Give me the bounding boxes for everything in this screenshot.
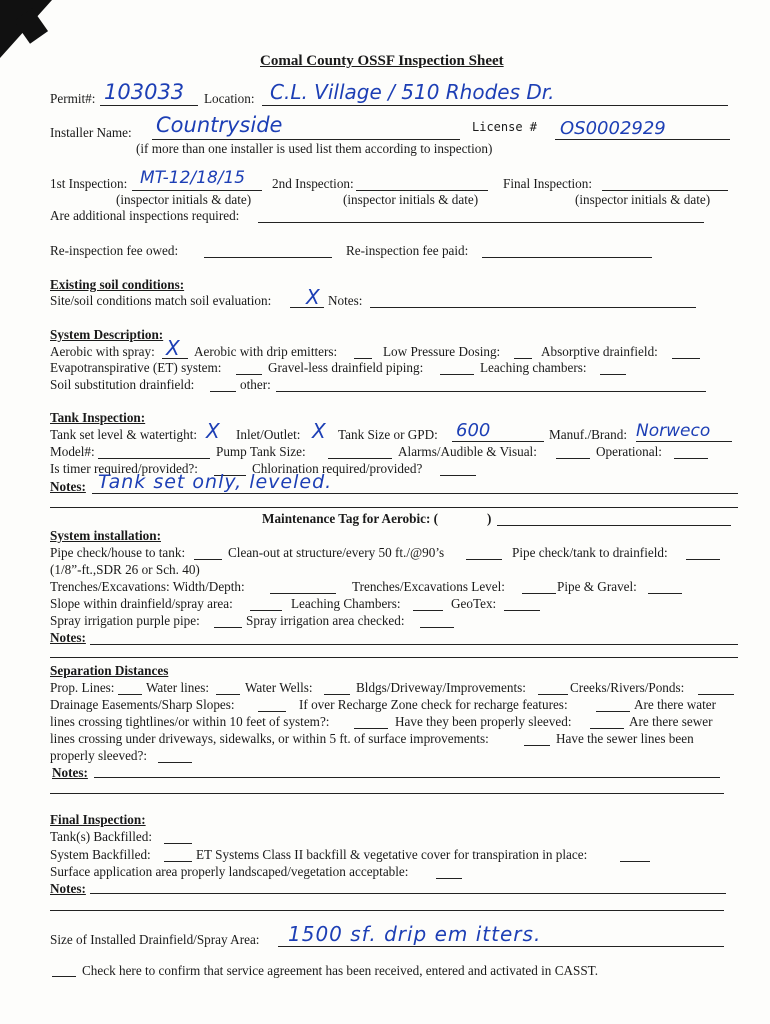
installer-note: (if more than one installer is used list them according to inspection) [136,141,493,156]
soil-match-check[interactable]: X [306,285,320,309]
location-value[interactable]: C.L. Village / 510 Rhodes Dr. [270,80,555,104]
final-notes-label: Notes: [50,881,86,896]
cleanout-line[interactable] [466,559,502,560]
manuf-line [636,441,732,442]
pump-tank-line[interactable] [328,458,392,459]
service-agreement-checkbox[interactable] [52,976,76,977]
inlet-outlet-check[interactable]: X [312,419,326,443]
operational-label: Operational: [596,444,662,459]
trench-width-line[interactable] [270,593,336,594]
drainfield-size-label: Size of Installed Drainfield/Spray Area: [50,932,260,947]
installer-label: Installer Name: [50,125,132,140]
reinspection-owed-label: Re-inspection fee owed: [50,243,179,258]
service-agreement-label: Check here to confirm that service agreement has been received, entered and activated in CASST. [82,963,599,978]
aerobic-spray-check[interactable]: X [166,336,180,360]
water-wells-label: Water Wells: [245,680,313,695]
first-inspection-line [132,190,262,191]
leaching-chambers-line[interactable] [413,610,443,611]
absorptive-line[interactable] [672,358,700,359]
reinspection-owed-line[interactable] [204,257,332,258]
separation-heading: Separation Distances [50,663,169,678]
leaching-line[interactable] [600,374,626,375]
chlorination-label: Chlorination required/provided? [252,461,423,476]
tank-notes-value[interactable]: Tank set only, leveled. [98,471,333,493]
separation-notes-label: Notes: [52,765,88,780]
low-pressure-line[interactable] [514,358,532,359]
pipe-house-label: Pipe check/house to tank: [50,545,186,560]
soil-sub-line[interactable] [210,391,236,392]
purple-pipe-line[interactable] [214,627,242,628]
operational-line[interactable] [674,458,708,459]
first-inspection-value[interactable]: MT-12/18/15 [140,168,246,188]
tanks-backfilled-label: Tank(s) Backfilled: [50,829,152,844]
maintenance-tag-label: Maintenance Tag for Aerobic: ( [262,511,439,526]
tank-size-value[interactable]: 600 [456,420,491,441]
purple-pipe-label: Spray irrigation purple pipe: [50,613,200,628]
tank-notes-label: Notes: [50,479,86,494]
install-heading: System installation: [50,528,161,543]
recharge-line[interactable] [596,711,630,712]
tank-set-level-check[interactable]: X [206,419,220,443]
pipe-gravel-label: Pipe & Gravel: [557,579,637,594]
spray-checked-line[interactable] [420,627,454,628]
pump-tank-label: Pump Tank Size: [216,444,306,459]
slope-label: Slope within drainfield/spray area: [50,596,233,611]
final-notes-line-2[interactable] [50,910,724,911]
water-lines-label: Water lines: [146,680,210,695]
trench-width-label: Trenches/Excavations: Width/Depth: [50,579,245,594]
permit-label: Permit#: [50,91,96,106]
chlorination-line[interactable] [440,475,476,476]
drainfield-size-value[interactable]: 1500 sf. drip em itters. [288,922,542,946]
geotex-label: GeoTex: [451,596,497,611]
pipe-house-line[interactable] [194,559,222,560]
pipe-gravel-line[interactable] [648,593,682,594]
license-line [555,139,730,140]
install-notes-line[interactable] [90,644,738,645]
reinspection-paid-line[interactable] [482,257,652,258]
alarms-label: Alarms/Audible & Visual: [398,444,537,459]
low-pressure-label: Low Pressure Dosing: [383,344,501,359]
tanks-backfilled-line[interactable] [164,843,192,844]
aerobic-drip-line[interactable] [354,358,372,359]
final-inspection-line[interactable] [602,190,728,191]
water-lines-question: Are there water [634,697,717,712]
system-heading: System Description: [50,327,164,342]
creeks-line[interactable] [698,694,734,695]
gravelless-label: Gravel-less drainfield piping: [268,360,424,375]
gravelless-line[interactable] [440,374,474,375]
tank-heading: Tank Inspection: [50,410,146,425]
tank-size-label: Tank Size or GPD: [338,427,438,442]
additional-inspections-line[interactable] [258,222,704,223]
sewer-lines-question: Are there sewer [629,714,713,729]
aerobic-drip-label: Aerobic with drip emitters: [194,344,338,359]
soil-match-label: Site/soil conditions match soil evaluation: [50,293,272,308]
creeks-label: Creeks/Rivers/Ponds: [570,680,685,695]
soil-notes-label: Notes: [328,293,363,308]
additional-inspections-label: Are additional inspections required: [50,208,240,223]
install-notes-label: Notes: [50,630,86,645]
surface-label: Surface application area properly landscaped/vegetation acceptable: [50,864,409,879]
location-line [262,105,728,106]
manuf-value[interactable]: Norweco [636,421,711,441]
alarms-line[interactable] [556,458,590,459]
timer-label: Is timer required/provided?: [50,461,198,476]
drainage-label: Drainage Easements/Sharp Slopes: [50,697,235,712]
driveways-label: lines crossing under driveways, sidewalks, or within 5 ft. of surface improvements: [50,731,489,746]
second-inspection-line[interactable] [356,190,488,191]
license-value[interactable]: OS0002929 [560,118,666,139]
model-label: Model#: [50,444,95,459]
sleeved-label: Have they been properly sleeved: [395,714,572,729]
driveways-line[interactable] [524,745,550,746]
tightlines-line[interactable] [354,728,388,729]
geotex-line[interactable] [504,610,540,611]
other-label: other: [240,377,271,392]
tightlines-label: lines crossing tightlines/or within 10 feet of system?: [50,714,330,729]
et-backfill-line[interactable] [620,861,650,862]
location-label: Location: [204,91,255,106]
maintenance-tag-close: ) [487,511,492,526]
properly-sleeved-line[interactable] [158,762,192,763]
tank-set-level-label: Tank set level & watertight: [50,427,198,442]
bldgs-line[interactable] [538,694,568,695]
et-system-line[interactable] [236,374,262,375]
installer-line [152,139,460,140]
prop-lines-label: Prop. Lines: [50,680,115,695]
leaching-chambers-label: Leaching Chambers: [291,596,401,611]
final-notes-line[interactable] [90,893,726,894]
recharge-label: If over Recharge Zone check for recharge features: [299,697,568,712]
other-line[interactable] [276,391,706,392]
system-backfilled-label: System Backfilled: [50,847,151,862]
reinspection-paid-label: Re-inspection fee paid: [346,243,469,258]
pipe-tank-label: Pipe check/tank to drainfield: [512,545,668,560]
separation-notes-line-2[interactable] [50,793,724,794]
system-backfilled-line[interactable] [164,861,192,862]
soil-heading: Existing soil conditions: [50,277,185,292]
first-initials-hint: (inspector initials & date) [116,192,252,207]
soil-sub-label: Soil substitution drainfield: [50,377,195,392]
second-initials-hint: (inspector initials & date) [343,192,479,207]
separation-notes-line[interactable] [94,777,720,778]
manuf-label: Manuf./Brand: [549,427,628,442]
surface-line[interactable] [436,878,462,879]
permit-value[interactable]: 103033 [104,80,185,104]
install-notes-line-2[interactable] [50,657,738,658]
tank-notes-line [92,493,738,494]
leaching-label: Leaching chambers: [480,360,587,375]
water-lines-line[interactable] [216,694,240,695]
trench-level-line[interactable] [522,593,556,594]
spray-checked-label: Spray irrigation area checked: [246,613,405,628]
et-backfill-label: ET Systems Class II backfill & vegetative cover for transpiration in place: [196,847,588,862]
water-wells-line[interactable] [324,694,350,695]
first-inspection-label: 1st Inspection: [50,176,128,191]
drainfield-size-line [278,946,724,947]
pipe-spec: (1/8”-ft.,SDR 26 or Sch. 40) [50,562,200,577]
license-label: License # [472,120,538,134]
soil-notes-line[interactable] [370,307,696,308]
tank-notes-line-2 [50,507,738,508]
final-heading: Final Inspection: [50,812,146,827]
aerobic-spray-label: Aerobic with spray: [50,344,155,359]
slope-line[interactable] [250,610,282,611]
et-system-label: Evapotranspirative (ET) system: [50,360,222,375]
second-inspection-label: 2nd Inspection: [272,176,354,191]
page-title: Comal County OSSF Inspection Sheet [260,53,504,69]
sewer-sleeved-label: Have the sewer lines been [556,731,694,746]
properly-sleeved-label: properly sleeved?: [50,748,148,763]
tank-size-line [452,441,544,442]
installer-value[interactable]: Countryside [156,113,283,137]
final-inspection-label: Final Inspection: [503,176,593,191]
permit-line [100,105,198,106]
maintenance-tag-line[interactable] [497,525,731,526]
inlet-outlet-label: Inlet/Outlet: [236,427,301,442]
absorptive-label: Absorptive drainfield: [541,344,658,359]
drainage-line[interactable] [258,711,286,712]
bldgs-label: Bldgs/Driveway/Improvements: [356,680,526,695]
cleanout-label: Clean-out at structure/every 50 ft./@90’s [228,545,445,560]
model-line[interactable] [98,458,210,459]
final-initials-hint: (inspector initials & date) [575,192,711,207]
pipe-tank-line[interactable] [686,559,720,560]
trench-level-label: Trenches/Excavations Level: [352,579,505,594]
sleeved-line[interactable] [590,728,624,729]
prop-lines-line[interactable] [118,694,142,695]
